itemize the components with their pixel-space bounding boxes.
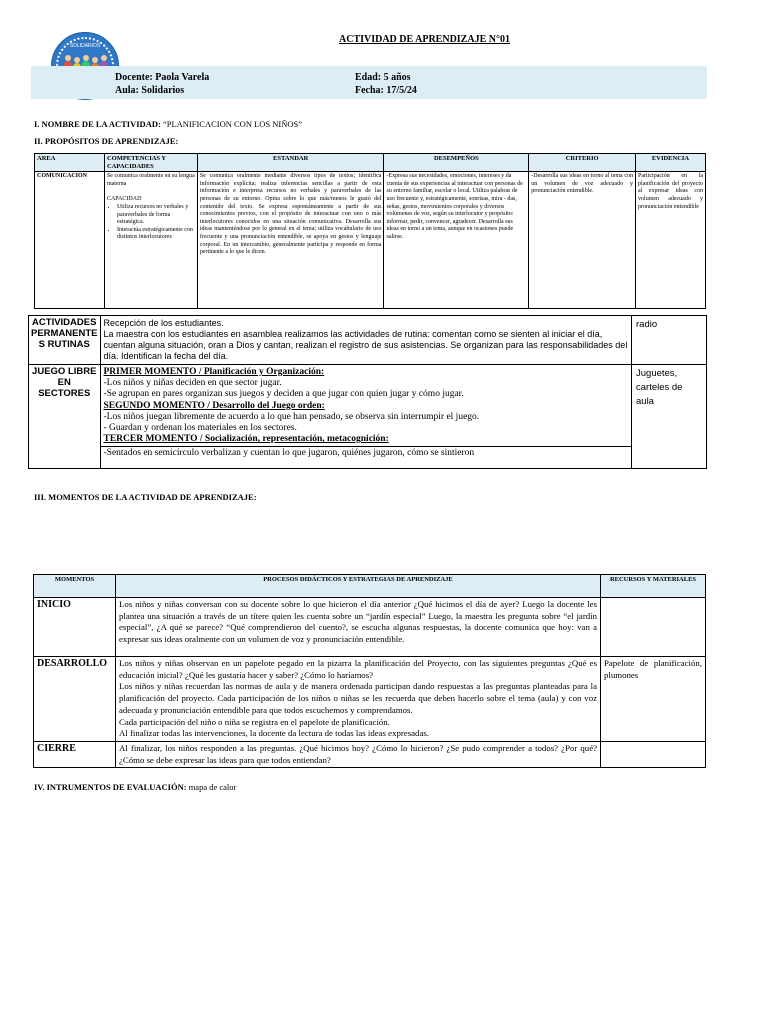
moment-2-text: -Los niños juegan libremente de acuerdo a lo que han pensado, se observa sin interrumpir el juego. - Guardan y ordenan los materiales en los sectores. — [103, 411, 480, 434]
section-1-label: I. NOMBRE DE LA ACTIVIDAD: — [34, 119, 163, 129]
free-play-label: JUEGO LIBRE EN SECTORES — [29, 365, 101, 469]
desarrollo-text: Los niños y niñas observan en un papelote pegado en la pizarra la planificación del Proyecto, con las siguientes preguntas ¿Qué es educación inicial? ¿Qué les gustaría hacer y saber? ¿Cómo lo haríamos? Los niños y niñas recuerdan las normas de aula y de manera ordenada participan dando respuestas a las preguntas planteadas para la planificación del proyecto. Cada participación de los niños o niñas se les recuerda que deben hacerlo sobre el tema (aula) y con voz adecuada y pronunciación entendible para que todos escuchemos y comprendamos. Cada participación del niño o niña se registra en el papelote de planificación. Al finalizar todas las intervenciones, la docente da lectura de todas las ideas expresadas. — [116, 657, 601, 742]
moment-3-title: TERCER MOMENTO / Socialización, representación, metacognición: — [103, 434, 389, 445]
section-4-label: IV. INTRUMENTOS DE EVALUACIÓN: — [34, 782, 187, 792]
cierre-label: CIERRE — [34, 741, 116, 767]
capacidad-label: CAPACIDAD — [106, 196, 142, 203]
col-procesos: PROCESOS DIDÁCTICOS Y ESTRATEGIAS DE APRENDIZAJE — [116, 575, 601, 598]
evaluation-instrument: mapa de calor — [186, 782, 237, 792]
col-recursos: RECURSOS Y MATERIALES — [601, 575, 706, 598]
moment-2-title: SEGUNDO MOMENTO / Desarrollo del Juego orden: — [103, 400, 325, 411]
inicio-resources — [601, 598, 706, 657]
moment-row-inicio — [34, 598, 706, 657]
capacidades-list — [107, 204, 195, 242]
routine-resources: radio — [632, 316, 707, 365]
aula-label: Aula: Solidarios — [115, 85, 185, 96]
activity-name: “PLANIFICACION CON LOS NIÑOS” — [162, 119, 303, 129]
purposes-table — [34, 153, 706, 309]
moments-header-row — [34, 575, 706, 598]
criterio-cell: -Desarrolla sus ideas en torno al tema con un volumen de voz adecuado y pronunciación entendible. — [529, 172, 636, 309]
col-competencias: COMPETENCIAS Y CAPACIDADES — [104, 154, 197, 172]
moment-row-desarrollo — [34, 657, 706, 742]
purposes-row — [35, 172, 706, 309]
routine-row — [29, 316, 707, 365]
fecha-label: Fecha: 17/5/24 — [355, 85, 417, 96]
moment-row-cierre — [34, 741, 706, 767]
col-estandar: ESTANDAR — [197, 154, 384, 172]
section-3-heading: III. MOMENTOS DE LA ACTIVIDAD DE APRENDIZAJE: — [34, 492, 257, 502]
col-criterio: CRITERIO — [529, 154, 636, 172]
moment-3-text: -Sentados en semicírculo verbalizan y cuentan lo que jugaron, quiénes jugaron, cómo se sintieron — [101, 446, 632, 465]
section-2-heading: II. PROPÓSITOS DE APRENDIZAJE: — [34, 136, 179, 146]
list-item: • Utiliza recursos no verbales y paraverbales de forma estratégica. — [117, 204, 195, 227]
cierre-resources — [601, 741, 706, 767]
estandar-cell: Se comunica oralmente mediante diversos tipos de textos; identifica información explícita; realiza inferencias sencillas a partir de esta información e interpreta recursos no verbales y paraverbales de las personas de su entorno. Opina sobre lo que más/menos le gustó del contenido del texto. Se expresa espontáneamente a partir de sus conocimientos previos, con el propósito de interactuar con uno o más interlocutores conocidos en una situación comunicativa. Desarrolla sus ideas manteniéndose por lo general en el tema; utiliza vocabulario de uso frecuente y una pronunciación entendible, se apoya en gestos y lenguaje corporal. En un intercambio, generalmente participa y responde en forma pertinente a lo que le dicen. — [197, 172, 384, 309]
free-play-text — [100, 365, 632, 469]
inicio-text: Los niños y niñas conversan con su docente sobre lo que hicieron el día anterior ¿Qué hicimos el día de ayer? Luego la docente les plantea una situación a través de un títere quien les cuenta sobre un “jardín especial” Luego, la maestra les pregunta sobre “el jardín especial”, ¿A qué se parece? “Qué comprendieron del cuento?, se escucha algunas respuestas, la docente comunica que hoy: van a expresar sus ideas oralmente con un volumen de voz y pronunciación entendible. — [116, 598, 601, 657]
edad-label: Edad: 5 años — [355, 72, 411, 83]
competencia-text: Se comunica oralmente en su lengua materna — [106, 173, 195, 187]
desempenos-cell: -Expresa sus necesidades, emociones, intereses y da cuenta de sus experiencias al interactuar con personas de su entorno familiar, escolar o local. Utiliza palabras de uso frecuente y, estratégicamente, sonrisas, mira - das, señas, gestos, movimientos corporales y diversos volúmenes de voz, según su interlocutor y propósito: informar, pedir, convencer, agradecer. Desarrolla sus ideas en torno a un tema, aunque en ocasiones puede salirse. — [384, 172, 529, 309]
moment-1-text: -Los niños y niñas deciden en que sector jugar. -Se agrupan en pares organizan sus juegos y deciden a que jugar con quien jugar y cómo jugar. — [103, 378, 464, 400]
logo-text: SOLIDARIOS — [69, 43, 101, 49]
desarrollo-label: DESARROLLO — [34, 657, 116, 742]
section-1-heading — [34, 119, 302, 129]
col-area: AREA — [35, 154, 105, 172]
moments-table — [33, 574, 706, 768]
inicio-label: INICIO — [34, 598, 116, 657]
free-play-resources: Juguetes, carteles de aula — [632, 365, 707, 469]
moment-1-title: PRIMER MOMENTO / Planificación y Organización: — [103, 367, 325, 377]
routine-label: ACTIVIDADES PERMANENTE S RUTINAS — [29, 316, 101, 365]
col-momentos: MOMENTOS — [34, 575, 116, 598]
evidencia-cell: Participación en la planificación del proyecto al expresar ideas con volumen adecuado y pronunciación entendible — [636, 172, 706, 309]
cierre-text: Al finalizar, los niños responden a las preguntas. ¿Qué hicimos hoy? ¿Cómo lo hicieron? ¿Se pudo comprender a todos? ¿Por qué? ¿Cómo se debe expresar las ideas para que todos entiendan? — [116, 741, 601, 767]
competencias-cell — [104, 172, 197, 309]
desarrollo-resources: Papelote de planificación, plumones — [601, 657, 706, 742]
free-play-row — [29, 365, 707, 469]
docente-label: Docente: Paola Varela — [115, 72, 210, 83]
list-item: • Interactúa estratégicamente con distintos interlocutores — [117, 227, 195, 242]
purposes-header-row — [35, 154, 706, 172]
col-evidencia: EVIDENCIA — [636, 154, 706, 172]
col-desempenos: DESEMPEÑOS — [384, 154, 529, 172]
section-4-heading — [34, 782, 236, 792]
routines-table — [28, 315, 707, 469]
area-cell: COMUNICACION — [35, 172, 105, 309]
page-title: ACTIVIDAD DE APRENDIZAJE N°01 — [339, 34, 510, 45]
routine-text: Recepción de los estudiantes. La maestra con los estudiantes en asamblea realizamos las actividades de rutina: comentan como se sienten al iniciar el día, cuentan alguna situación, oran a Dios y cantan, realizan el registro de sus asistencias. Se organizan para las responsabilidades del día. Identifican la fecha del día. — [100, 316, 632, 365]
